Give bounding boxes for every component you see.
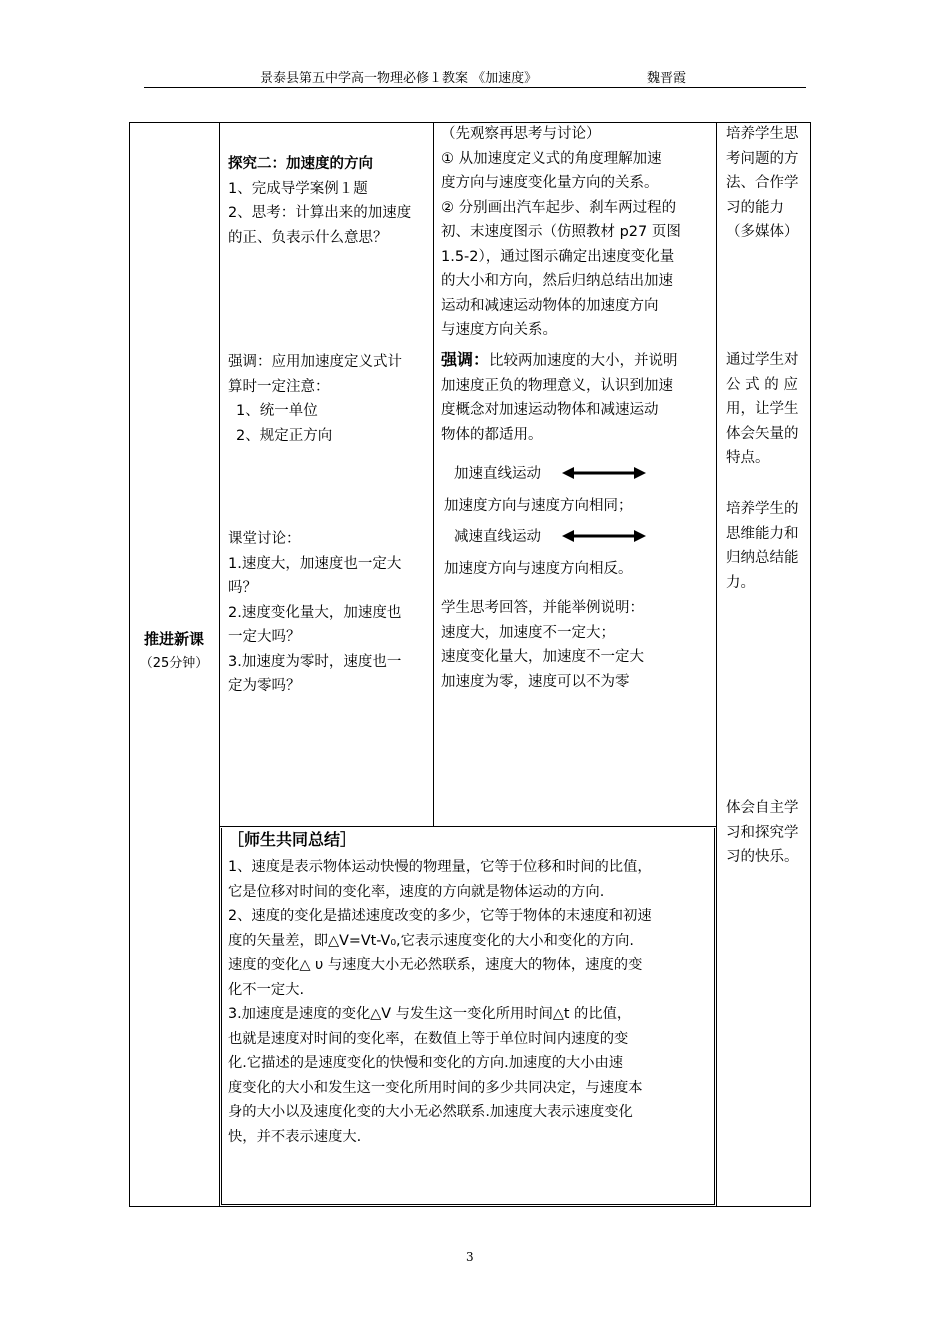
student-emphasis-block [441, 348, 678, 447]
intent-block3 [726, 497, 799, 595]
summary-line: 度变化的大小和发生这一变化所用时间的多少共同决定，与速度本 [228, 1079, 643, 1096]
emphasis-line: 加速度正负的物理意义，认识到加速 [441, 377, 673, 394]
intent-line: 特点。 [726, 450, 770, 466]
intent-line: 归纳总结能 [726, 550, 799, 566]
student-line: 初、末速度图示（仿照教材 p27 页图 [441, 224, 681, 240]
summary-line: 化.它描述的是速度变化的快慢和变化的方向.加速度的大小由速 [228, 1055, 624, 1071]
intent-line: 培养学生思 [726, 126, 799, 142]
author-name: 魏晋霞 [647, 71, 687, 86]
summary-line: 速度的变化△ υ 与速度大小无必然联系，速度大的物体，速度的变 [228, 957, 643, 973]
answer-line: 速度变化量大，加速度不一定大 [441, 649, 644, 665]
emphasis-line: 度概念对加速运动物体和减速运动 [441, 402, 659, 418]
page-number: 3 [466, 1250, 474, 1264]
summary-body [228, 855, 652, 1149]
teacher-line: 1、统一单位 [236, 403, 318, 419]
intent-line: 公 式 的 应 [726, 376, 798, 393]
decel-motion-desc: 加速度方向与速度方向相反。 [444, 561, 633, 577]
summary-left-inner [221, 828, 222, 1205]
intent-line: 体会矢量的 [726, 425, 799, 442]
summary-line: 也就是速度对时间的变化率，在数值上等于单位时间内速度的变 [228, 1030, 629, 1047]
intent-block2 [726, 348, 799, 471]
col-divider-1 [219, 122, 220, 1207]
teacher-line: 一定大吗？ [228, 629, 301, 645]
teacher-line: 1.速度大，加速度也一定大 [228, 555, 402, 572]
intent-line: 法、合作学 [726, 175, 799, 191]
intent-line: （多媒体） [726, 224, 799, 240]
teacher-activity-block3 [228, 527, 401, 699]
answer-line: 加速度为零，速度可以不为零 [441, 673, 630, 690]
intent-line: 习和探究学 [726, 824, 799, 841]
stage-title: 推进新课 [143, 630, 204, 648]
teacher-activity-block1 [228, 152, 411, 250]
teacher-line: 强调：应用加速度定义式计 [228, 354, 402, 370]
intent-block1 [726, 122, 799, 245]
col-divider-2 [433, 122, 434, 827]
emphasis-label: 强调： [441, 350, 490, 369]
answer-line: 速度大，加速度不一定大； [441, 624, 615, 641]
student-answers [441, 596, 644, 694]
page-header [144, 64, 806, 88]
emphasis-line: 物体的都适用。 [441, 426, 543, 443]
summary-line: 度的矢量差，即△V=Vt-V₀,它表示速度变化的大小和变化的方向. [228, 932, 634, 949]
student-line: 的大小和方向，然后归纳总结出加速 [441, 273, 673, 289]
intent-line: 习的快乐。 [726, 849, 799, 865]
table-right-border [810, 122, 811, 1207]
summary-right-inner [714, 828, 715, 1205]
intent-line: 思维能力和 [726, 525, 799, 542]
inquiry-heading: 探究二：加速度的方向 [228, 156, 373, 172]
stage-duration: （25分钟） [139, 656, 209, 671]
summary-line: 快，并不表示速度大. [228, 1128, 362, 1145]
accel-motion-desc: 加速度方向与速度方向相同； [444, 498, 633, 514]
student-line: （先观察再思考与讨论） [441, 126, 601, 142]
intent-line: 考问题的方 [726, 150, 799, 167]
student-line: 1.5-2），通过图示确定出速度变化量 [441, 248, 675, 265]
document-title: 景泰县第五中学高一物理必修１教案 《加速度》 [260, 71, 538, 86]
intent-line: 用，让学生 [726, 401, 799, 417]
summary-line: 1、速度是表示物体运动快慢的物理量，它等于位移和时间的比值， [228, 859, 652, 875]
double-arrow-icon [562, 467, 646, 479]
double-arrow-icon [562, 530, 646, 542]
teacher-line: 课堂讨论： [228, 531, 301, 547]
table-bottom-border [129, 1206, 811, 1207]
summary-line: 它是位移对时间的变化率，速度的方向就是物体运动的方向. [228, 883, 605, 900]
teacher-line: 2.速度变化量大，加速度也 [228, 604, 402, 621]
emphasis-text: 比较两加速度的大小，并说明 [489, 353, 678, 369]
summary-line: 化不一定大. [228, 981, 305, 998]
teacher-line: 算时一定注意： [228, 378, 330, 395]
teacher-activity-block2 [228, 350, 402, 448]
intent-line: 培养学生的 [726, 501, 799, 517]
teacher-line: 定为零吗？ [228, 678, 301, 694]
teacher-line: 2、规定正方向 [236, 427, 333, 444]
intent-line: 通过学生对 [726, 352, 799, 368]
student-line: 运动和减速运动物体的加速度方向 [441, 297, 659, 314]
student-line: ② 分别画出汽车起步、刹车两过程的 [441, 199, 677, 216]
student-activity-block1 [441, 122, 681, 343]
decel-motion-label: 减速直线运动 [454, 529, 541, 545]
teacher-line: 的正、负表示什么意思？ [228, 229, 388, 246]
teacher-line: 2、思考：计算出来的加速度 [228, 205, 412, 221]
accel-motion-label: 加速直线运动 [454, 466, 541, 482]
answer-line: 学生思考回答，并能举例说明： [441, 600, 644, 616]
student-line: 与速度方向关系。 [441, 322, 557, 338]
intent-block4 [726, 796, 799, 870]
summary-bottom-inner [221, 1204, 715, 1205]
teacher-line: 1、完成导学案例１题 [228, 180, 368, 197]
intent-line: 习的能力 [726, 199, 784, 216]
summary-heading: ［师生共同总结］ [228, 830, 357, 849]
summary-top-border [219, 826, 717, 827]
teacher-line: 3.加速度为零时，速度也一 [228, 653, 402, 670]
summary-line: 3.加速度是速度的变化△V 与发生这一变化所用时间△t 的比值， [228, 1006, 632, 1022]
summary-line: 身的大小以及速度化变的大小无必然联系.加速度大表示速度变化 [228, 1104, 633, 1120]
intent-line: 体会自主学 [726, 800, 799, 816]
intent-line: 力。 [726, 574, 755, 591]
summary-line: 2、速度的变化是描述速度改变的多少，它等于物体的末速度和初速 [228, 908, 652, 924]
teacher-line: 吗？ [228, 580, 257, 596]
col-divider-3 [716, 122, 717, 1207]
student-line: 度方向与速度变化量方向的关系。 [441, 175, 659, 191]
student-line: ① 从加速度定义式的角度理解加速 [441, 150, 662, 167]
